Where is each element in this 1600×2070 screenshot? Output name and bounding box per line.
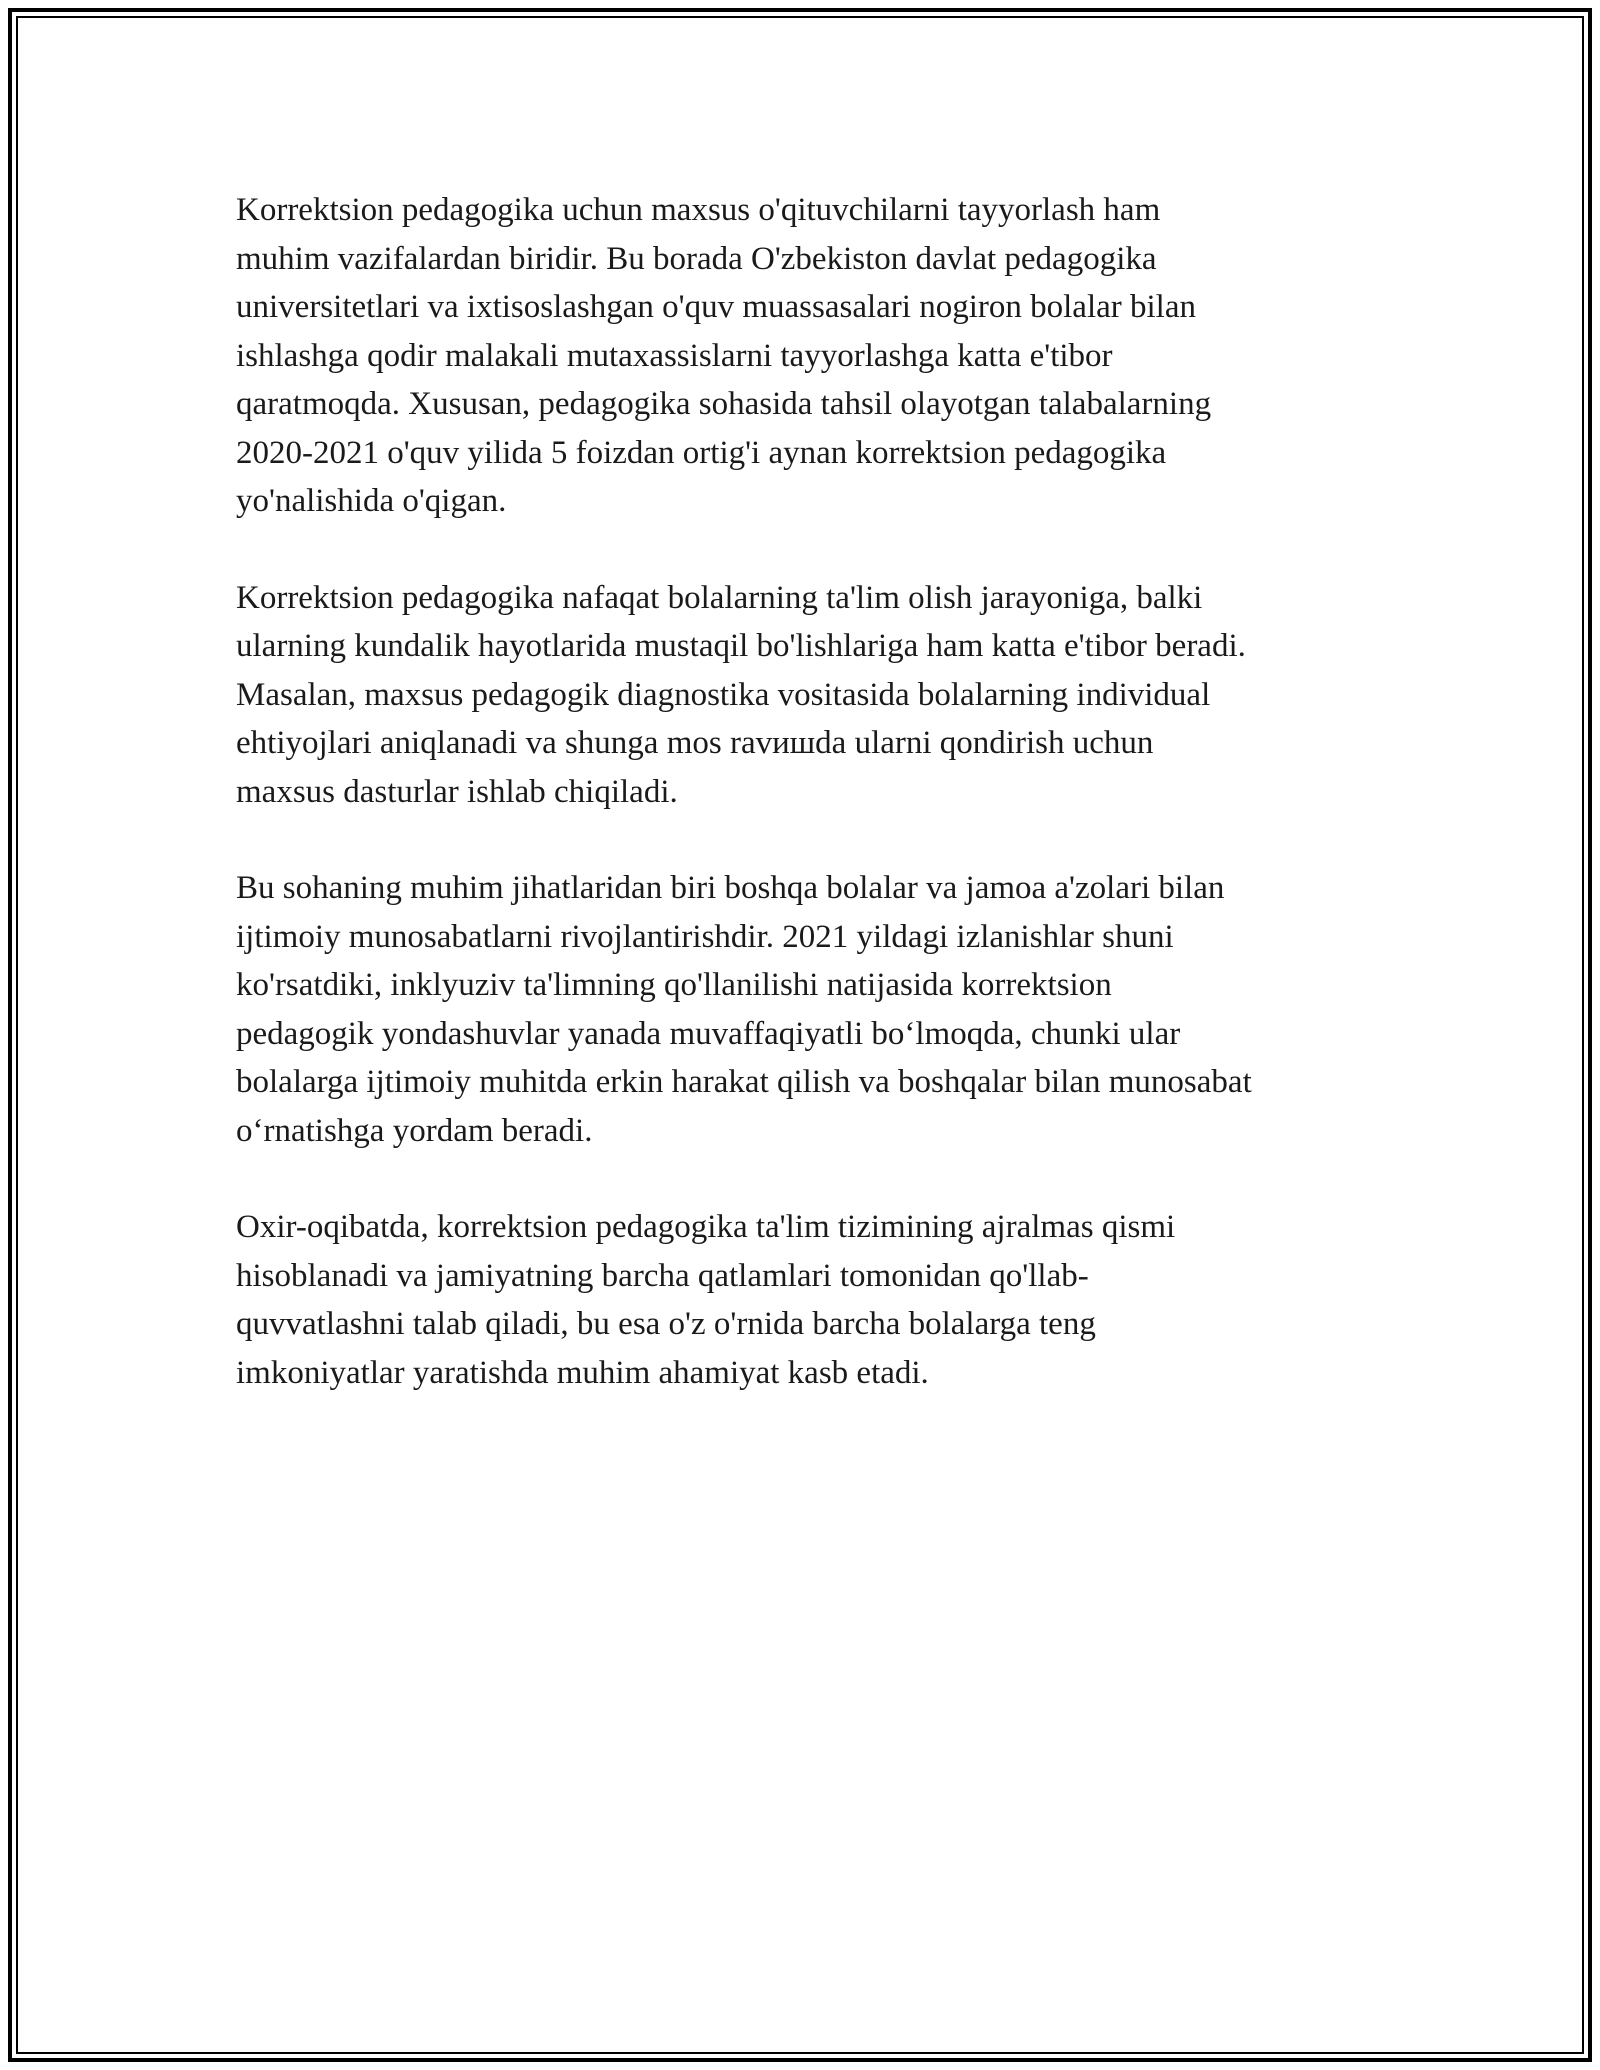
paragraph-4: Oxir-oqibatda, korrektsion pedagogika ta'lim tizimining ajralmas qismi hisoblanadi va jamiyatning barcha qatlamlari tomonidan qo'llab- quvvatlashni talab qiladi, bu esa o'z o'rnida barcha bolalarga teng imkoniyatlar yaratishda muhim ahamiyat kasb etadi. bbox=[236, 1209, 1176, 1391]
paragraph-2: Korrektsion pedagogika nafaqat bolalarning ta'lim olish jarayoniga, balki ularning kundalik hayotlarida mustaqil bo'lishlariga ham katta e'tibor beradi. Masalan, maxsus pedagogik diagnostika vositasida bolalarning individual ehtiyojlari aniqlanadi va shunga mos ravишda ularni qondirish uchun maxsus dasturlar ishlab chiqiladi. bbox=[236, 579, 1246, 810]
paragraph-3: Bu sohaning muhim jihatlaridan biri boshqa bolalar va jamoa a'zolari bilan ijtimoiy munosabatlarni rivojlantirishdir. 2021 yildagi izlanishlar shuni ko'rsatdiki, inklyuziv ta'limning qo'llanilishi natijasida korrektsion pedagogik yondashuvlar yanada muvaffaqiyatli boʻlmoqda, chunki ular bolalarga ijtimoiy muhitda erkin harakat qilish va boshqalar bilan munosabat oʻrnatishga yordam beradi. bbox=[236, 870, 1252, 1149]
document-body bbox=[236, 186, 1396, 1445]
paragraph-1: Korrektsion pedagogika uchun maxsus o'qituvchilarni tayyorlash ham muhim vazifalardan biridir. Bu borada O'zbekiston davlat pedagogika universitetlari va ixtisoslashgan o'quv muassasalari nogiron bolalar bilan ishlashga qodir malakali mutaxassislarni tayyorlashga katta e'tibor qaratmoqda. Xususan, pedagogika sohasida tahsil olayotgan talabalarning 2020-2021 o'quv yilida 5 foizdan ortig'i aynan korrektsion pedagogika yo'nalishida o'qigan. bbox=[236, 192, 1212, 519]
